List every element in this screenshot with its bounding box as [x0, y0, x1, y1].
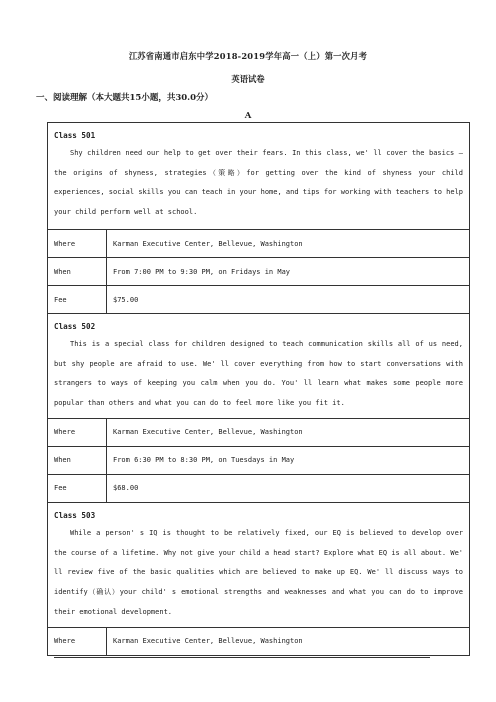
- footer-divider: [54, 657, 430, 658]
- class-schedule-table: [47, 122, 470, 656]
- row-label: When: [48, 258, 107, 286]
- class-block: [48, 123, 470, 230]
- row-label: Where: [48, 627, 107, 655]
- row-value: Karman Executive Center, Bellevue, Washington: [107, 418, 470, 446]
- exam-subtitle: 英语试卷: [231, 74, 265, 84]
- row-value: $68.00: [107, 474, 470, 502]
- row-value: Karman Executive Center, Bellevue, Washington: [107, 627, 470, 655]
- class-description: While a person' s IQ is thought to be relatively fixed, our EQ is believed to develop over the course of a lifetime. Why not give your child a head start? Explore what EQ is all about. We' ll review five of the basic qualities which are believed to make up EQ. We' ll discuss ways to identify（确认）your child' s emotional strengths and weaknesses and what you can do to improve their emotional development.: [54, 528, 463, 616]
- class-block: [48, 314, 470, 419]
- row-value: From 6:30 PM to 8:30 PM, on Tuesdays in May: [107, 446, 470, 474]
- section-heading: 一、阅读理解（本大题共15小题，共30.0分）: [36, 93, 214, 103]
- row-value: From 7:00 PM to 9:30 PM, on Fridays in May: [107, 258, 470, 286]
- table-row: [48, 446, 470, 474]
- table-row: [48, 474, 470, 502]
- class-description: This is a special class for children designed to teach communication skills all of us need, but shy people are afraid to use. We' ll cover everything from how to start conversations with strangers to ways of keeping you calm when you do. You' ll learn what makes some people more popular than others and what you can do to feel more like you fit it.: [54, 340, 463, 408]
- row-label: Fee: [48, 286, 107, 314]
- table-row: [48, 286, 470, 314]
- row-label: Where: [48, 230, 107, 258]
- passage-label: A: [244, 111, 252, 121]
- row-value: Karman Executive Center, Bellevue, Washington: [107, 230, 470, 258]
- row-value: $75.00: [107, 286, 470, 314]
- table-row: [48, 258, 470, 286]
- table-row: [48, 230, 470, 258]
- row-label: Fee: [48, 474, 107, 502]
- table-row: [48, 418, 470, 446]
- table-row: [48, 627, 470, 655]
- row-label: Where: [48, 418, 107, 446]
- class-title: Class 501: [54, 131, 96, 140]
- row-label: When: [48, 446, 107, 474]
- class-block: [48, 502, 470, 627]
- exam-title: 江苏省南通市启东中学2018-2019学年高一（上）第一次月考: [128, 51, 368, 61]
- class-title: Class 502: [54, 322, 96, 331]
- class-title: Class 503: [54, 510, 96, 520]
- class-description: Shy children need our help to get over their fears. In this class, we' ll cover the basics — the origins of shyness, strategies（策略）for getting over the kind of shyness your child experiences, social skills you can teach in your home, and tips for working with teachers to help your child perform well at school.: [54, 149, 463, 217]
